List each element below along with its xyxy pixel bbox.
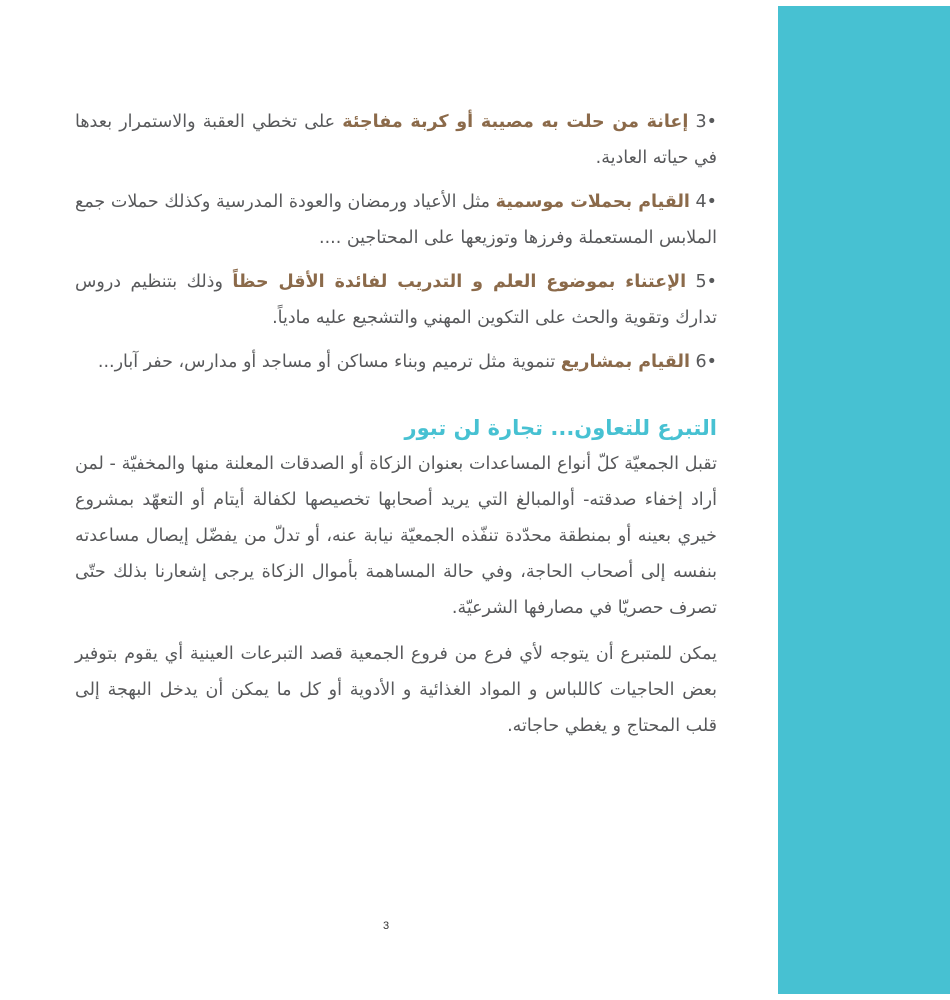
item-number: 5 <box>695 272 707 292</box>
item-text: تنموية مثل ترميم وبناء مساكن أو مساجد أو مدارس، حفر آبار... <box>97 352 561 372</box>
item-highlight: القيام بحملات موسمية <box>495 192 690 212</box>
item-number: 6 <box>695 352 707 372</box>
list-item <box>75 184 717 256</box>
item-bullet: • <box>706 112 717 132</box>
page-content <box>75 104 717 754</box>
section-paragraph: يمكن للمتبرع أن يتوجه لأي فرع من فروع الجمعية قصد التبرعات العينية أي يقوم بتوفير بعض الحاجيات كاللباس و المواد الغذائية و الأدوية أو كل ما يمكن أن يدخل البهجة إلى قلب المحتاج و يغطي حاجاته. <box>75 644 717 736</box>
item-text: مثل الأعياد ورمضان والعودة المدرسية وكذلك حملات جمع الملابس المستعملة وفرزها وتوزيعها على المحتاجين .... <box>75 192 717 248</box>
list-item <box>75 104 717 176</box>
section-paragraph: تقبل الجمعيّة كلّ أنواع المساعدات بعنوان الزكاة أو الصدقات المعلنة منها والمخفيّة - لمن أراد إخفاء صدقته- أوالمبالغ التي يريد أصحابها تخصيصها لكفالة أيتام أو التعهّد بمشروع خيري بعينه أو بمنطقة محدّدة تنفّذه الجمعيّة نيابة عنه، أو تدلّ من يفضّل إيصال مساعدته بنفسه إلى أصحاب الحاجة، وفي حالة المساهمة بأموال الزكاة يرجى إشعارنا بذلك حتّى تصرف حصريّا في مصارفها الشرعيّة. <box>75 454 717 618</box>
item-bullet: • <box>706 352 717 372</box>
item-bullet: • <box>706 192 717 212</box>
item-highlight: القيام بمشاريع <box>560 352 690 372</box>
list-item <box>75 344 717 380</box>
item-number: 3 <box>695 112 707 132</box>
page-number: 3 <box>383 920 390 932</box>
item-bullet: • <box>706 272 717 292</box>
item-highlight: الإعتناء بموضوع العلم و التدريب لفائدة الأقل حظاً <box>232 272 687 292</box>
decorative-side-band <box>778 6 950 994</box>
item-highlight: إعانة من حلت به مصيبة أو كربة مفاجئة <box>342 112 689 132</box>
item-number: 4 <box>695 192 707 212</box>
section-heading: التبرع للتعاون... تجارة لن تبور <box>404 416 717 440</box>
list-item <box>75 264 717 336</box>
item-text: على تخطي العقبة والاستمرار بعدها في حياته العادية. <box>75 112 717 168</box>
item-text: وذلك بتنظيم دروس تدارك وتقوية والحث على التكوين المهني والتشجيع عليه مادياً. <box>75 272 717 328</box>
